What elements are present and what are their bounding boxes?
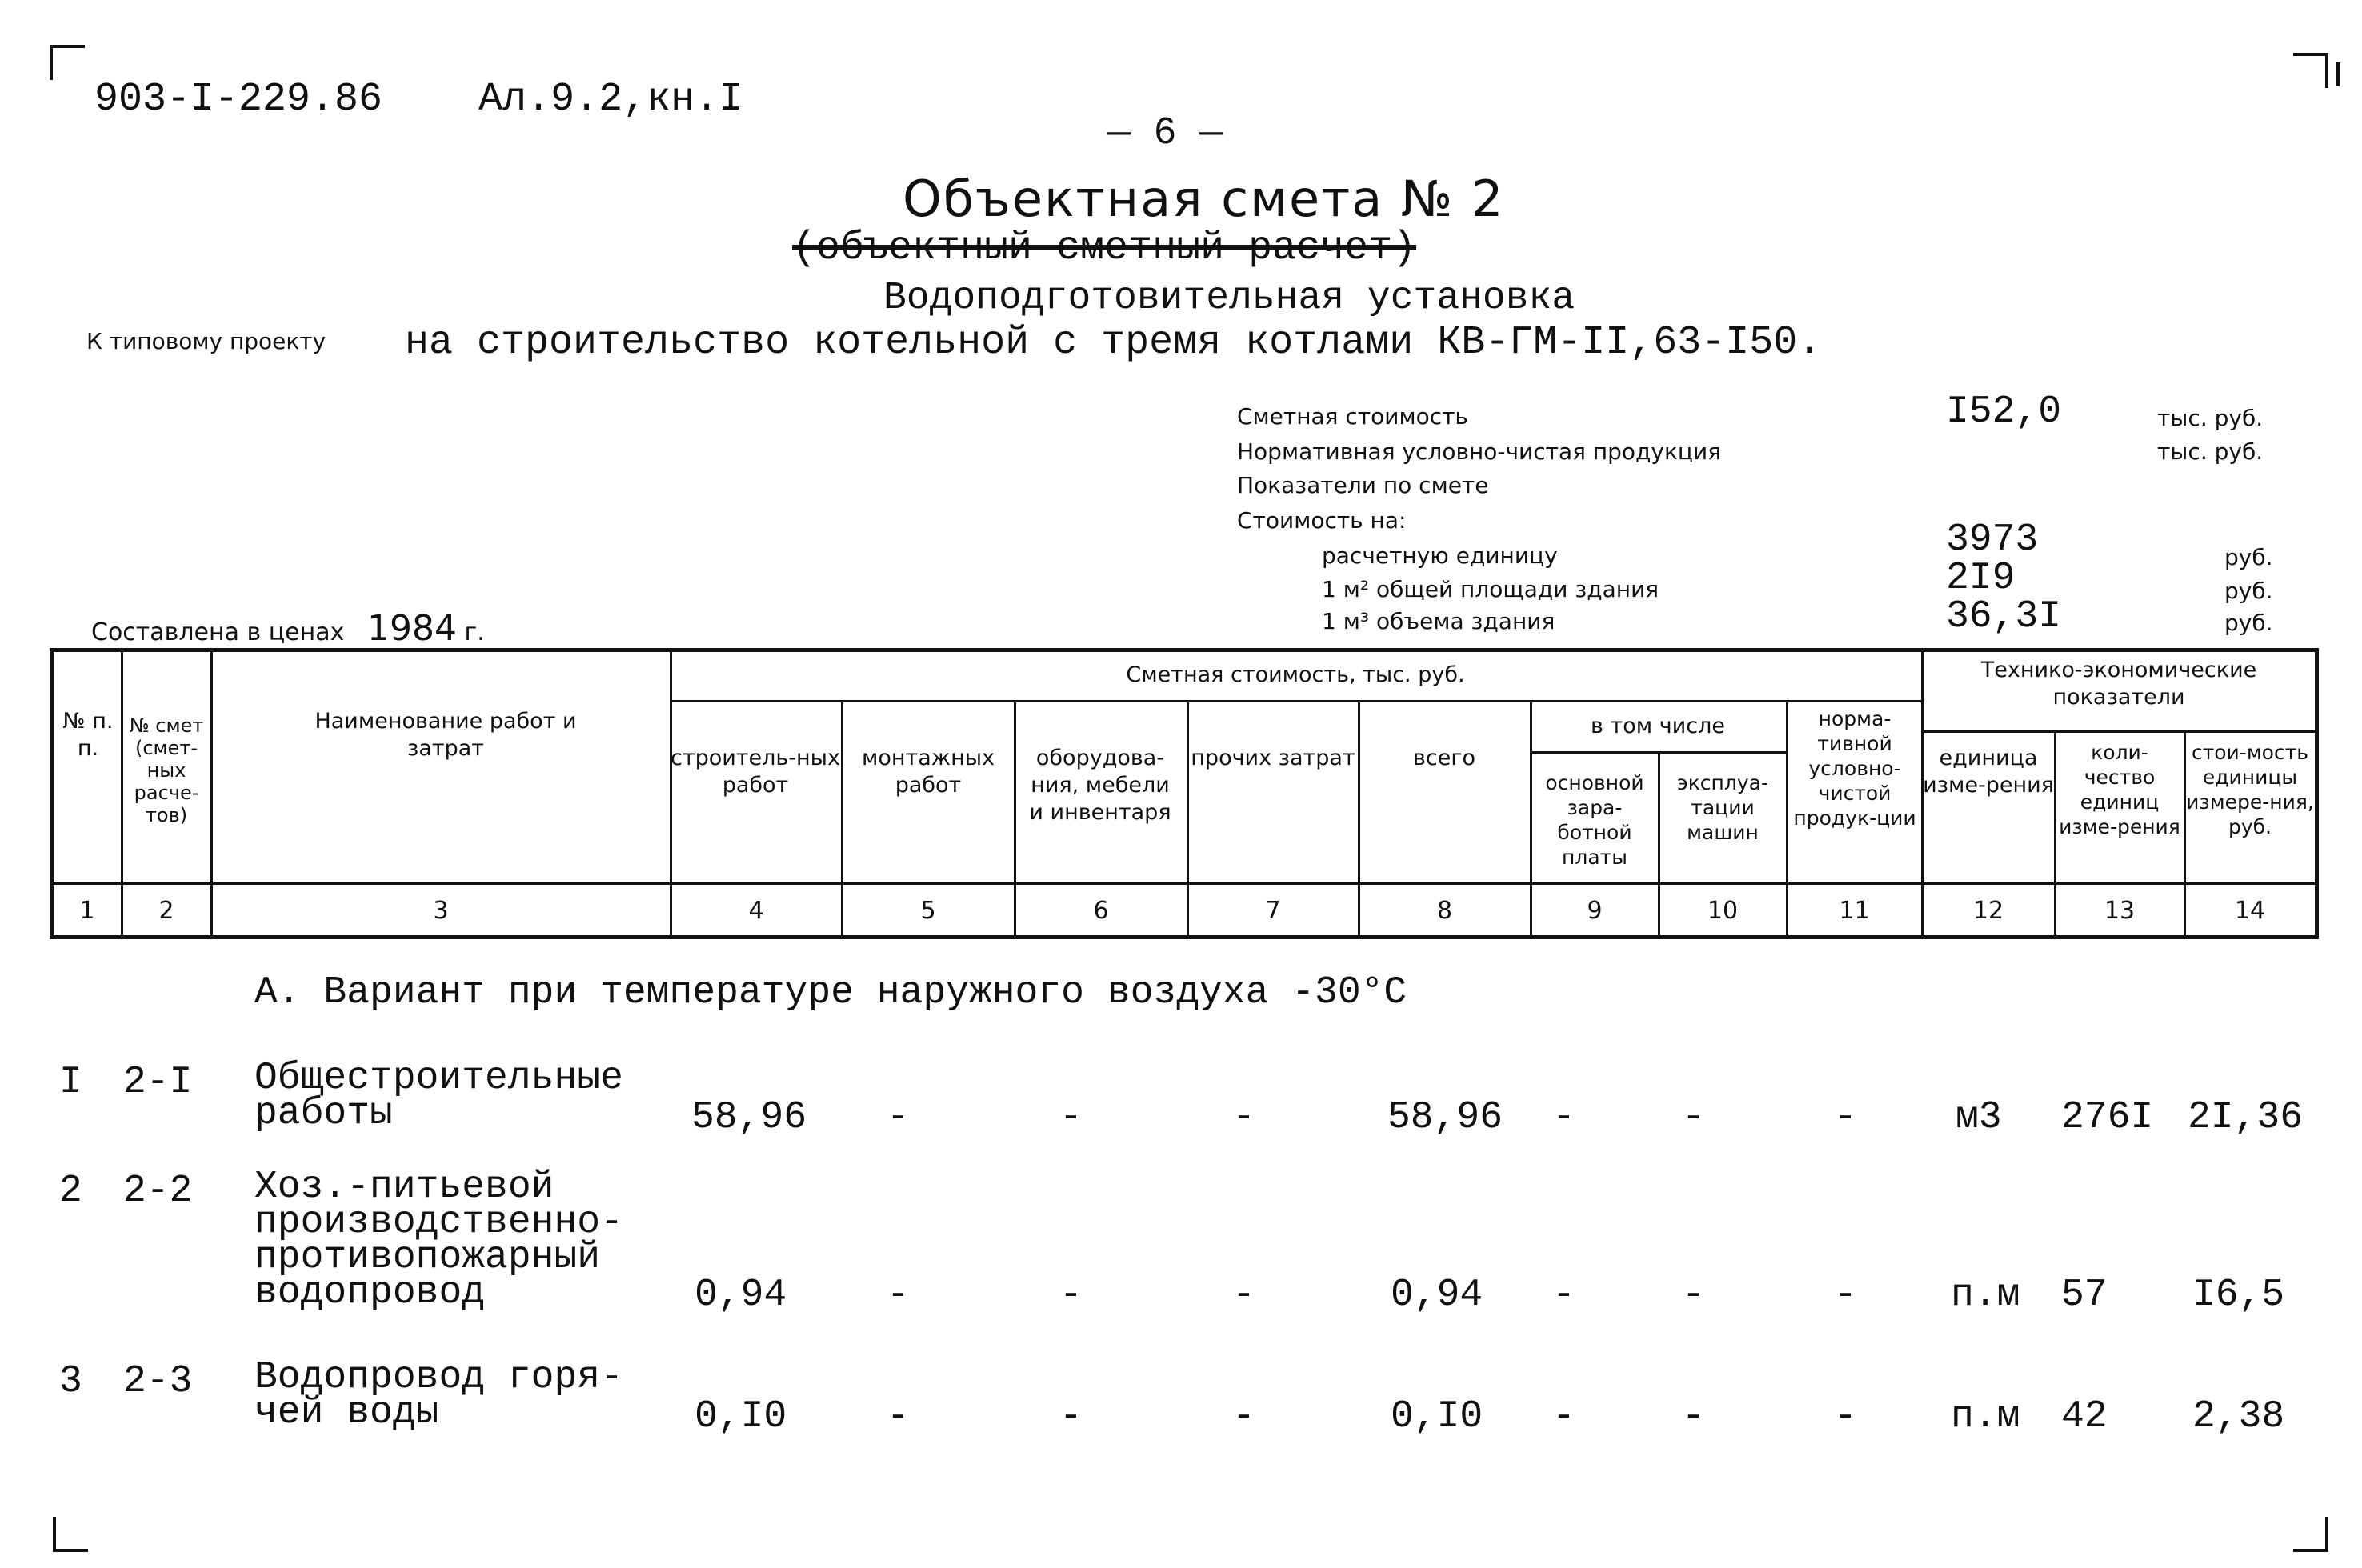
header-unit-cost: стои-мость единицы измере-ния, руб.: [2186, 741, 2314, 838]
volume-cost-unit: руб.: [2224, 610, 2273, 636]
work-name-line: Хоз.-питьевой: [254, 1166, 554, 1209]
header-quantity: коли-чество единиц изме-рения: [2059, 741, 2180, 838]
column-number: 13: [2104, 897, 2136, 925]
estimated-cost-unit: тыс. руб.: [2157, 405, 2264, 431]
header-construction: строитель-ных работ: [671, 746, 840, 798]
wages-cost: -: [1552, 1274, 1575, 1317]
normative-label: Нормативная условно-чистая продукция: [1237, 438, 1721, 465]
header-name: Наименование работ и затрат: [314, 709, 577, 761]
column-number: 5: [920, 897, 936, 925]
installation-cost: -: [887, 1096, 910, 1139]
column-number: 12: [1972, 897, 2004, 925]
header-estimate-num: № смет (смет-ных расче-тов): [129, 714, 204, 826]
work-name-line: производственно-: [254, 1201, 623, 1244]
unit-cost: 2,38: [2192, 1395, 2285, 1438]
compiled-label: Составлена в ценах: [91, 618, 345, 646]
unit-cost-unit: руб.: [2224, 544, 2273, 570]
document-header-line: [94, 77, 743, 122]
header-machines: эксплуа-тации машин: [1676, 771, 1769, 844]
row-number: 2: [59, 1170, 82, 1213]
header-including: в том числе: [1591, 714, 1725, 738]
work-name-line: противопожарный: [254, 1236, 601, 1279]
normative-cost: -: [1834, 1096, 1857, 1139]
indicators-label: Показатели по смете: [1237, 472, 1489, 498]
total-cost: 0,94: [1391, 1274, 1483, 1317]
work-name-line: водопровод: [254, 1271, 486, 1314]
row-number: I: [59, 1061, 82, 1104]
column-number: 8: [1436, 897, 1453, 925]
other-cost: -: [1232, 1096, 1255, 1139]
volume-cost-label: 1 м³ объема здания: [1322, 608, 1555, 634]
installation-cost: -: [887, 1274, 910, 1317]
unit-cost: I6,5: [2192, 1274, 2285, 1317]
object-subtitle: Водоподготовительная установка: [883, 277, 1575, 320]
row-estimate-number: 2-2: [123, 1170, 193, 1213]
compiled-year: 1984: [366, 608, 457, 649]
column-number: 11: [1839, 897, 1870, 925]
unit-cost: 2I,36: [2188, 1096, 2304, 1139]
corner-mark-bottom-left: [53, 1517, 88, 1552]
estimated-cost-value: I52,0: [1946, 390, 2062, 434]
section-title: А. Вариант при температуре наружного воздуха -30°С: [254, 971, 1407, 1014]
column-number: 10: [1707, 897, 1739, 925]
header-tech-group: Технико-экономические показатели: [1980, 658, 2257, 710]
column-number: 9: [1587, 897, 1603, 925]
column-number: 3: [433, 897, 449, 925]
unit-quantity: 57: [2061, 1274, 2108, 1317]
header-wages: основной зара-ботной платы: [1545, 771, 1644, 869]
header-equipment: оборудова-ния, мебели и инвентаря: [1029, 746, 1171, 825]
wages-cost: -: [1552, 1096, 1575, 1139]
area-cost-unit: руб.: [2224, 578, 2273, 604]
row-work-name: [254, 1166, 623, 1314]
construction-cost: 0,94: [695, 1274, 787, 1317]
album-reference: Ал.9.2,кн.I: [478, 77, 743, 122]
construction-cost: 58,96: [691, 1096, 807, 1139]
header-normative: норма-тивной условно-чистой продук-ции: [1793, 707, 1916, 830]
area-cost-label: 1 м² общей площади здания: [1322, 576, 1659, 602]
work-name-line: Общестроительные: [254, 1057, 623, 1100]
unit-cost-value: 3973: [1946, 518, 2039, 562]
document-number: 903-I-229.86: [94, 77, 383, 122]
row-estimate-number: 2-I: [123, 1061, 193, 1104]
work-name-line: работы: [254, 1092, 393, 1135]
equipment-cost: -: [1059, 1274, 1083, 1317]
project-description: на строительство котельной с тремя котлами КВ-ГМ-II,63-I50.: [405, 320, 1822, 366]
column-number: 2: [158, 897, 174, 925]
project-label: К типовому проекту: [86, 328, 326, 354]
compiled-prices-line: [91, 608, 485, 649]
estimate-table-header: [50, 648, 2319, 939]
wages-cost: -: [1552, 1395, 1575, 1438]
machines-cost: -: [1682, 1395, 1705, 1438]
column-number: 7: [1265, 897, 1281, 925]
measure-unit: м3: [1956, 1096, 2002, 1139]
compiled-suffix: г.: [464, 618, 485, 646]
column-number: 6: [1093, 897, 1109, 925]
header-cost-group: Сметная стоимость, тыс. руб.: [1126, 662, 1465, 687]
row-work-name: [254, 1057, 623, 1135]
measure-unit: п.м: [1951, 1395, 2020, 1438]
column-number: 4: [748, 897, 764, 925]
work-name-line: чей воды: [254, 1391, 439, 1434]
equipment-cost: -: [1059, 1395, 1083, 1438]
unit-cost-label: расчетную единицу: [1322, 542, 1558, 569]
cost-per-label: Стоимость на:: [1237, 507, 1407, 534]
normative-unit: тыс. руб.: [2157, 438, 2264, 465]
machines-cost: -: [1682, 1096, 1705, 1139]
column-number: 14: [2234, 897, 2266, 925]
estimated-cost-label: Сметная стоимость: [1237, 403, 1468, 430]
column-number: 1: [79, 897, 95, 925]
other-cost: -: [1232, 1395, 1255, 1438]
corner-mark-top-right: [2293, 53, 2328, 88]
header-num: № п. п.: [62, 709, 114, 761]
header-total: всего: [1412, 746, 1476, 770]
struck-subtitle: (объектный сметный расчет): [792, 226, 1417, 271]
page-number: — 6 —: [1107, 112, 1223, 155]
machines-cost: -: [1682, 1274, 1705, 1317]
corner-mark-bottom-right: [2293, 1517, 2328, 1552]
volume-cost-value: 36,3I: [1946, 595, 2062, 638]
equipment-cost: -: [1059, 1096, 1083, 1139]
area-cost-value: 2I9: [1946, 557, 2016, 600]
total-cost: 0,I0: [1391, 1395, 1483, 1438]
work-name-line: Водопровод горя-: [254, 1356, 623, 1399]
measure-unit: п.м: [1951, 1274, 2020, 1317]
header-unit: единица изме-рения: [1923, 746, 2054, 798]
page-title: Объектная смета № 2: [903, 170, 1505, 228]
normative-cost: -: [1834, 1395, 1857, 1438]
header-installation: монтажных работ: [861, 746, 995, 798]
unit-quantity: 276I: [2061, 1096, 2154, 1139]
header-other: прочих затрат: [1191, 746, 1355, 770]
other-cost: -: [1232, 1274, 1255, 1317]
normative-cost: -: [1834, 1274, 1857, 1317]
row-number: 3: [59, 1360, 82, 1403]
installation-cost: -: [887, 1395, 910, 1438]
corner-mark-top-left: [50, 45, 85, 80]
row-estimate-number: 2-3: [123, 1360, 193, 1403]
unit-quantity: 42: [2061, 1395, 2108, 1438]
total-cost: 58,96: [1387, 1096, 1503, 1139]
construction-cost: 0,I0: [695, 1395, 787, 1438]
corner-tick: [2336, 62, 2340, 86]
row-work-name: [254, 1356, 623, 1434]
